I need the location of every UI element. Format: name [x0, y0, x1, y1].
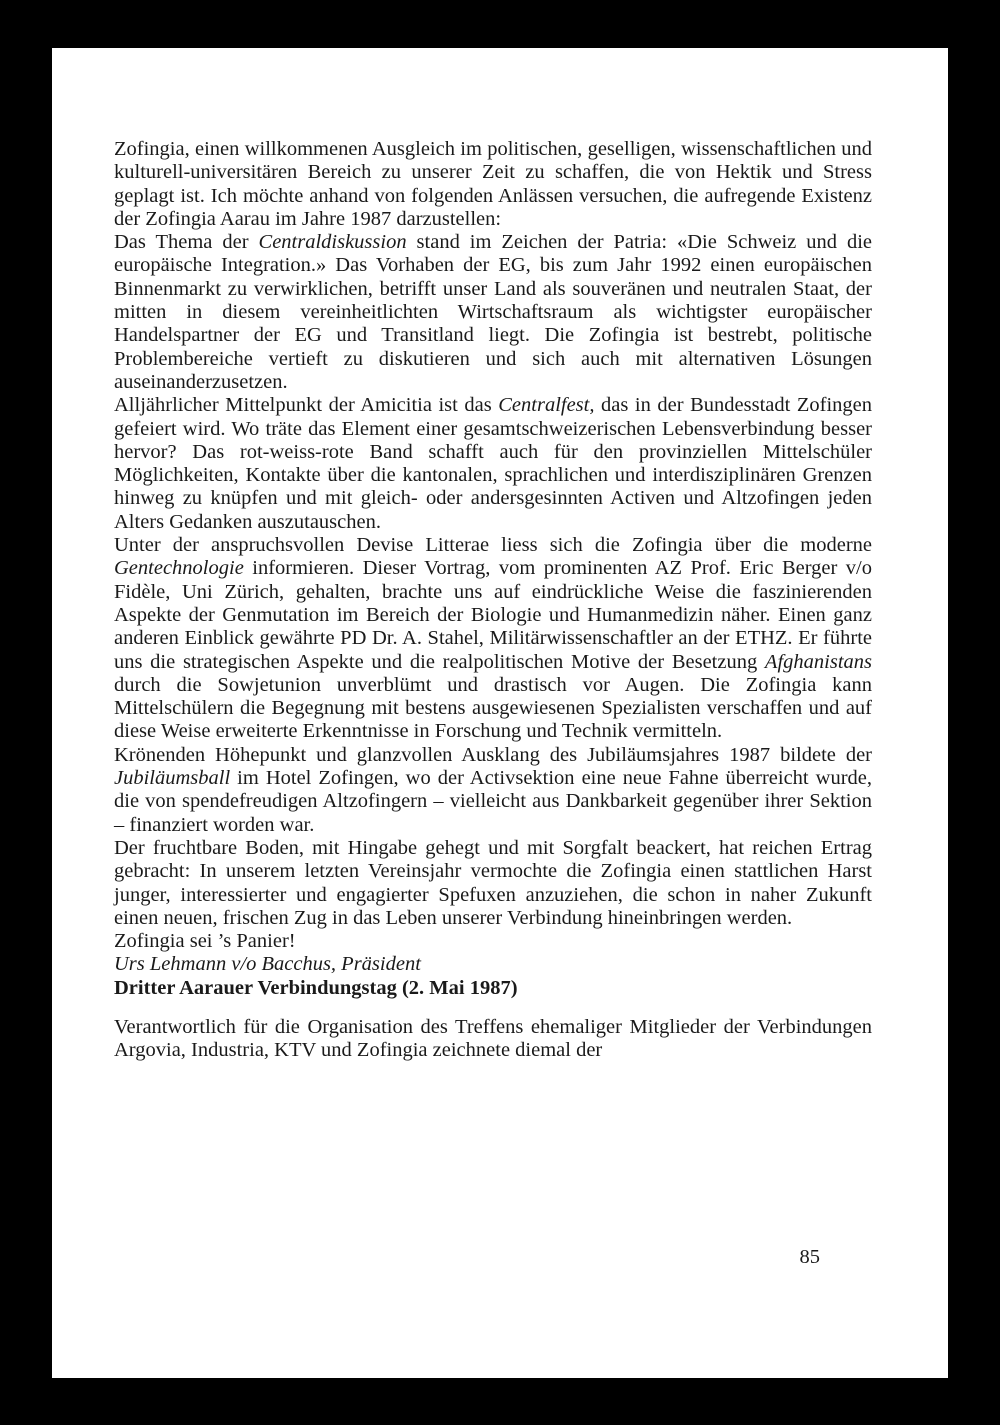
italic-term: Afghanistans	[764, 650, 872, 673]
book-page	[52, 48, 948, 1378]
section-paragraph: Verantwortlich für die Organisation des Treffens ehemaliger Mitglieder der Verbindungen Argovia, Industria, KTV und Zofingia zeichnete diemal der	[114, 1015, 872, 1062]
text-run: Das Thema der	[114, 231, 259, 254]
text-run: Zofingia, einen willkommenen Ausgleich im politischen, geselligen, wissenschaftlichen und kulturell-universitären Bereich zu unserer Zeit zu schaffen, die von Hektik und Stress geplagt ist. Ich möchte anhand von folgenden Anlässen versuchen, die aufregende Existenz der Zofingia Aarau im Jahre 1987 darzustellen:	[114, 138, 872, 230]
body-text	[114, 138, 872, 1063]
closing-line: Zofingia sei ’s Panier!	[114, 930, 296, 953]
text-run: im Hotel Zofingen, wo der Activsektion eine neue Fahne überreicht wurde, die von spendefreudigen Altzofingern – vielleicht aus Dankbarkeit gegenüber ihrer Sektion – finanziert worden war.	[114, 767, 872, 836]
body-paragraph	[114, 231, 872, 394]
text-run: Alljährlicher Mittelpunkt der Amicitia ist das	[114, 394, 499, 417]
text-run: stand im Zeichen der Patria: «Die Schweiz und die europäische Integration.» Das Vorhaben der EG, bis zum Jahr 1992 einen europäischen Binnenmarkt zu verwirklichen, betrifft unser Land als souveränen und neutralen Staat, der mitten in diesem vereinheitlichten Wirtschaftsraum als wichtigster europäischer Handelspartner der EG und Transitland liegt. Die Zofingia ist bestrebt, politische Problembereiche vertieft zu diskutieren und sich auch mit alternativen Lösungen auseinanderzusetzen.	[114, 231, 872, 393]
text-run: Krönenden Höhepunkt und glanzvollen Ausklang des Jubiläumsjahres 1987 bildete der	[114, 743, 872, 766]
signature-line: Urs Lehmann v/o Bacchus, Präsident	[114, 953, 421, 976]
text-run: informieren. Dieser Vortrag, vom prominenten AZ Prof. Eric Berger v/o Fidèle, Uni Zürich, gehalten, brachte uns auf eindrückliche Weise die faszinierenden Aspekte der Genmutation im Bereich der Biologie und Humanmedizin näher. Einen ganz anderen Einblick gewährte PD Dr. A. Stahel, Militärwissenschaftler an der ETHZ. Er führte uns die strategischen Aspekte und die realpolitischen Motive der Besetzung	[114, 557, 872, 673]
section-heading: Dritter Aarauer Verbindungstag (2. Mai 1987)	[114, 976, 518, 999]
body-paragraph	[114, 837, 872, 930]
text-run: Unter der anspruchsvollen Devise Litterae liess sich die Zofingia über die moderne	[114, 534, 872, 557]
italic-term: Jubiläumsball	[114, 767, 231, 790]
text-run: Der fruchtbare Boden, mit Hingabe gehegt und mit Sorgfalt beackert, hat reichen Ertrag gebracht: In unserem letzten Vereinsjahr vermochte die Zofingia einen stattlichen Harst junger, interessierter und engagierter Spefuxen anzuziehen, die schon in naher Zukunft einen neuen, frischen Zug in das Leben unserer Verbindung hineinbringen werden.	[114, 836, 872, 929]
body-paragraph	[114, 138, 872, 231]
body-paragraph	[114, 394, 872, 534]
italic-term: Centralfest,	[498, 394, 595, 417]
body-paragraph	[114, 534, 872, 744]
text-run: durch die Sowjetunion unverblümt und drastisch vor Augen. Die Zofingia kann Mittelschülern die Begegnung mit bestens ausgewiesenen Spezialisten verschaffen und auf diese Weise erweiterte Erkenntnisse in Forschung und Technik vermitteln.	[114, 673, 872, 743]
text-run: das in der Bundesstadt Zofingen gefeiert wird. Wo träte das Element einer gesamtschweizerischen Lebensverbindung besser hervor? Das rot-weiss-rote Band schafft auch für den provinziellen Mittelschüler Möglichkeiten, Kontakte über die kantonalen, sprachlichen und interdisziplinären Grenzen hinweg zu knüpfen und mit gleich- oder andersgesinnten Activen und Altzofingen jeden Alters Gedanken auszutauschen.	[114, 394, 872, 533]
italic-term: Centraldiskussion	[258, 231, 407, 254]
paragraph-list	[114, 138, 872, 930]
body-paragraph	[114, 744, 872, 837]
page-number: 85	[799, 1246, 820, 1268]
italic-term: Gentechnologie	[114, 557, 244, 580]
